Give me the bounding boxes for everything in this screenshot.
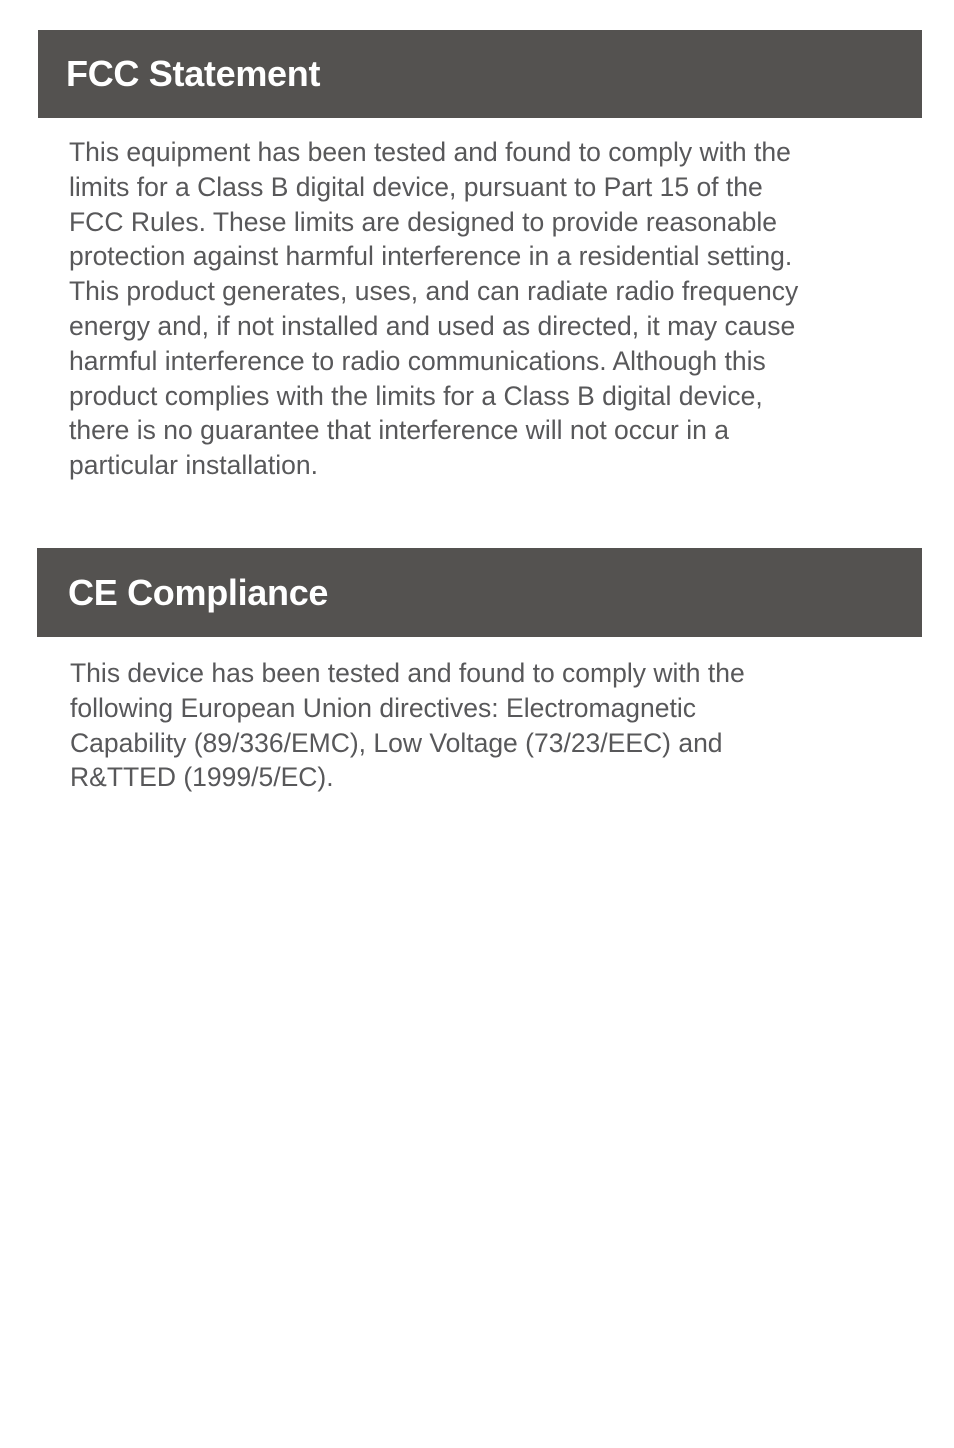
ce-compliance-title: CE Compliance xyxy=(68,571,329,613)
fcc-statement-title: FCC Statement xyxy=(66,53,321,94)
fcc-statement-text: This equipment has been tested and found to comply with the limits for a Class B digital device, pursuant to Part 15 of the FCC Rules. These limits are designed to provide reasonable protection against harmful interference in a residential setting. This product generates, uses, and can radiate radio frequency energy and, if not installed and used as directed, it may cause harmful interference to radio communications. Although this product complies with the limits for a Class B digital device, there is no guarantee that interference will not occur in a particular installation. xyxy=(69,137,799,481)
ce-compliance-heading xyxy=(37,548,922,637)
fcc-statement-heading xyxy=(38,30,922,118)
ce-compliance-text: This device has been tested and found to comply with the following European Union directives: Electromagnetic Capability (89/336/EMC), Low Voltage (73/23/EEC) and R&TTED (1999/5/EC). xyxy=(70,658,745,793)
